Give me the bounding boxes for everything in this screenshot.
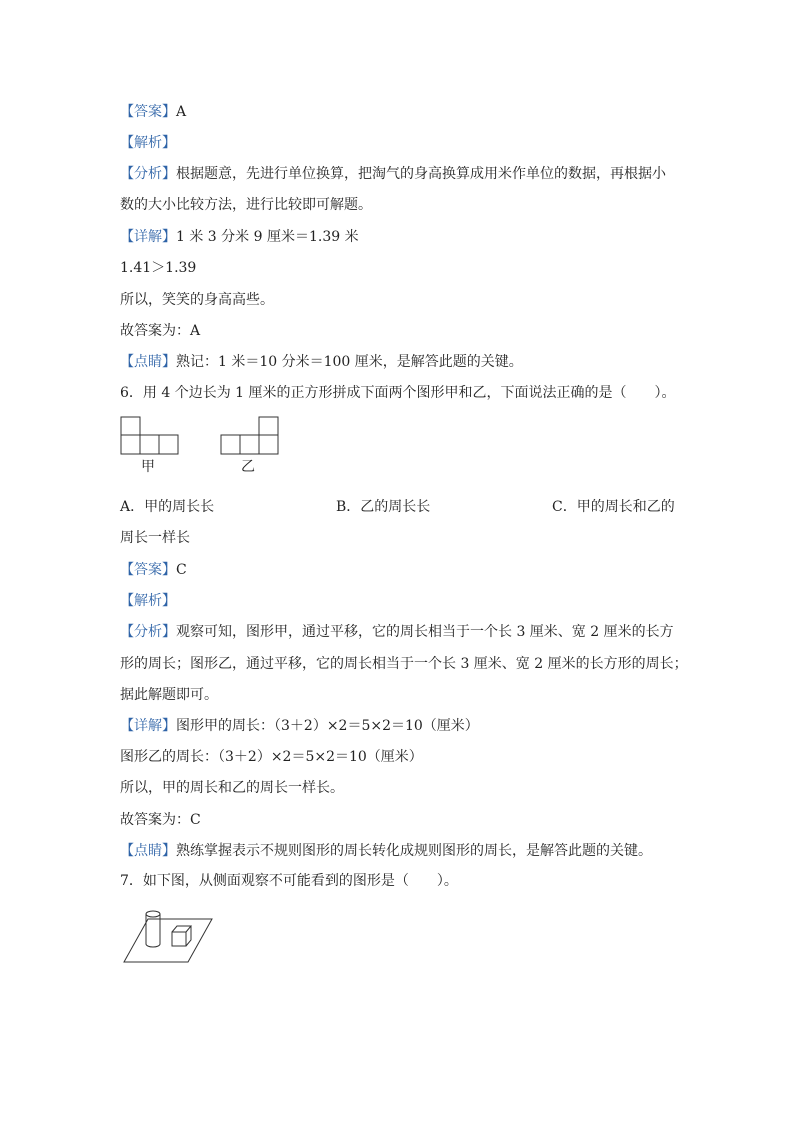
- shape-b-bottom-square-3: [259, 435, 278, 454]
- q6-question: 6．用 4 个边长为 1 厘米的正方形拼成下面两个图形甲和乙，下面说法正确的是（ ）。: [120, 385, 676, 401]
- shape-b-bottom-square-1: [221, 435, 240, 454]
- detail-text: 图形甲的周长：（3＋2）×2＝5×2＝10（厘米）: [176, 718, 479, 734]
- note-tag: 【点睛】: [120, 354, 176, 370]
- shape-b-label: 乙: [241, 459, 255, 475]
- note-tag: 【点睛】: [120, 843, 176, 859]
- shape-b-top-square: [259, 417, 278, 435]
- q5-note-line: [120, 352, 523, 372]
- option-b: B．乙的周长长: [336, 499, 431, 515]
- base-plane: [124, 919, 212, 962]
- fenxi-tag: 【分析】: [120, 166, 176, 182]
- shape-a-top-square: [121, 417, 140, 435]
- option-a: A．甲的周长长: [120, 499, 215, 515]
- shape-a-bottom-square-1: [121, 435, 140, 454]
- q6-detail-line4: 故答案为：C: [120, 812, 201, 828]
- q6-detail-line3: 所以，甲的周长和乙的周长一样长。: [120, 780, 344, 796]
- shape-a-bottom-square-3: [159, 435, 178, 454]
- q6-answer-line: [120, 560, 187, 580]
- q5-detail-line3: 所以，笑笑的身高高些。: [120, 292, 274, 308]
- analysis-tag: 【解析】: [120, 135, 176, 151]
- fenxi-text: 观察可知，图形甲，通过平移，它的周长相当于一个长 3 厘米、宽 2 厘米的长方: [176, 624, 674, 640]
- answer-tag: 【答案】: [120, 562, 176, 578]
- shape-b-bottom-square-2: [240, 435, 259, 454]
- q6-detail-line2: 图形乙的周长：（3＋2）×2＝5×2＝10（厘米）: [120, 749, 423, 765]
- q6-fenxi-line3: 据此解题即可。: [120, 687, 218, 703]
- q6-fenxi-line2: 形的周长；图形乙，通过平移，它的周长相当于一个长 3 厘米、宽 2 厘米的长方形的周长；: [120, 656, 688, 672]
- q7-solid-figure: [118, 904, 218, 966]
- analysis-tag: 【解析】: [120, 593, 176, 609]
- note-text: 熟记：1 米＝10 分米＝100 厘米，是解答此题的关键。: [176, 354, 523, 370]
- answer-tag: 【答案】: [120, 104, 176, 120]
- detail-tag: 【详解】: [120, 718, 176, 734]
- q5-detail-line4: 故答案为：A: [120, 323, 201, 339]
- q5-fenxi-line2: 数的大小比较方法，进行比较即可解题。: [120, 197, 372, 213]
- cylinder: [146, 911, 160, 947]
- fenxi-tag: 【分析】: [120, 624, 176, 640]
- fenxi-text: 根据题意，先进行单位换算，把淘气的身高换算成用米作单位的数据，再根据小: [176, 166, 666, 182]
- q5-answer-line: [120, 102, 186, 122]
- detail-tag: 【详解】: [120, 229, 176, 245]
- note-text: 熟练掌握表示不规则图形的周长转化成规则图形的周长，是解答此题的关键。: [176, 843, 652, 859]
- q7-question: 7．如下图，从侧面观察不可能看到的图形是（ ）。: [120, 873, 458, 889]
- q6-fenxi-line1: [120, 622, 674, 642]
- q6-note-line: [120, 841, 652, 861]
- q5-fenxi-line1: [120, 164, 666, 184]
- option-c-continued: 周长一样长: [120, 530, 190, 546]
- q6-detail-line1: [120, 716, 479, 736]
- shape-a-bottom-square-2: [140, 435, 159, 454]
- answer-value: C: [176, 562, 187, 578]
- detail-text: 1 米 3 分米 9 厘米＝1.39 米: [176, 229, 359, 245]
- answer-value: A: [176, 104, 187, 120]
- option-c: C．甲的周长和乙的: [552, 499, 675, 515]
- q5-detail-line1: [120, 227, 359, 247]
- q5-detail-line2: 1.41＞1.39: [120, 260, 197, 276]
- cube: [172, 926, 191, 946]
- shape-a-label: 甲: [141, 459, 155, 475]
